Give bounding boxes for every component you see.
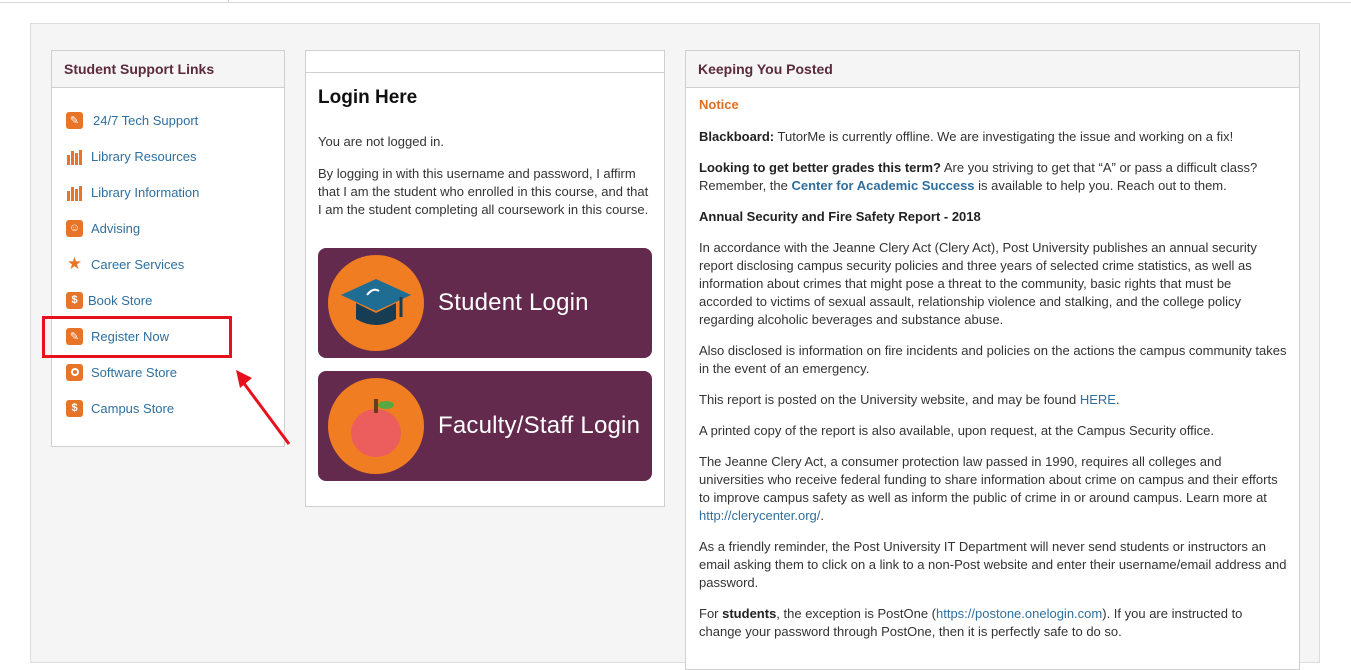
link-library-resources[interactable]: Library Resources [91,148,197,164]
panel-title: Student Support Links [52,51,284,88]
register-icon: ✎ [66,328,83,345]
apple-icon [328,378,424,474]
link-library-information[interactable]: Library Information [91,184,200,200]
login-title: Login Here [318,87,418,108]
annotation-arrow-icon [232,366,294,448]
reminder-paragraph: As a friendly reminder, the Post University IT Department will never send students or instructors an email asking them to click on a link to a non-Post website and enter their username/email address and password. [699,539,1287,590]
link-career-services[interactable]: Career Services [91,256,185,272]
act-paragraph: The Jeanne Clery Act, a consumer protection law passed in 1990, requires all colleges and universities who receive federal funding to share information about crime on campus and their efforts to improve campus safety as well as inform the public of crime in or around campus. Learn more at http://clerycenter.org/. [699,454,1278,523]
link-software-store[interactable]: Software Store [91,364,177,380]
report-heading: Annual Security and Fire Safety Report - 2018 [699,209,981,224]
link-campus-store[interactable]: Campus Store [91,400,175,416]
clery-paragraph: In accordance with the Jeanne Clery Act (Clery Act), Post University publishes an annual security report disclosing campus security policies and three years of selected crime statistics, as well as information about crimes that might pose a threat to the community, basic rights that must be accorded to victims of sexual assault, relationship violence and stalking, and the college policy regarding alcoholic beverages and substance abuse. [699,240,1257,327]
library-icon [66,148,83,165]
student-login-label: Student Login [438,289,589,316]
highlight-box [42,316,232,358]
advising-icon: ☺ [66,220,83,237]
grades-notice: Looking to get better grades this term? Are you striving to get that “A” or pass a difficult class? Remember, the Center for Academic Success is available to help you. Reach out to them. [699,160,1258,193]
news-body [686,96,1299,641]
link-item-tech-support[interactable] [66,102,284,138]
disc-icon [66,364,83,381]
link-item-career-services[interactable] [66,246,284,282]
link-item-book-store[interactable] [66,282,284,318]
store-icon: $ [66,292,83,309]
notice-heading: Notice [699,97,739,112]
link-book-store[interactable]: Book Store [88,292,153,308]
tech-support-icon: ✎ [66,112,83,129]
here-link[interactable]: HERE [1079,392,1116,407]
academic-success-link[interactable]: Center for Academic Success [791,178,975,193]
keeping-you-posted-panel [685,50,1300,670]
login-panel-header [306,51,664,73]
link-register-now[interactable]: Register Now [91,328,170,344]
blackboard-notice: Blackboard: TutorMe is currently offline. We are investigating the issue and working on a fix! [699,129,1234,144]
faculty-staff-login-button[interactable] [318,371,652,481]
store-icon: $ [66,400,83,417]
panel-title: Keeping You Posted [686,51,1299,88]
clery-center-link[interactable]: http://clerycenter.org/ [699,508,821,523]
link-item-library-information[interactable] [66,174,284,210]
fire-paragraph: Also disclosed is information on fire incidents and policies on the actions the campus community takes in the event of an emergency. [699,343,1287,376]
posted-paragraph: This report is posted on the University website, and may be found HERE. [699,392,1120,407]
star-icon: ★ [66,254,83,273]
student-login-button[interactable] [318,248,652,358]
link-tech-support[interactable]: 24/7 Tech Support [93,112,199,128]
login-panel [305,50,665,507]
printed-paragraph: A printed copy of the report is also available, upon request, at the Campus Security office. [699,423,1214,438]
login-affirmation: By logging in with this username and password, I affirm that I am the student who enrolled in this course, and that I am the student completing all coursework in this course. [318,166,649,217]
link-item-library-resources[interactable] [66,138,284,174]
graduation-cap-icon [328,255,424,351]
library-icon [66,184,83,201]
link-advising[interactable]: Advising [91,220,141,236]
postone-link[interactable]: https://postone.onelogin.com [936,606,1103,621]
login-status: You are not logged in. [318,134,445,149]
postone-paragraph: For students, the exception is PostOne (https://postone.onelogin.com). If you are instructed to change your password through PostOne, then it is perfectly safe to do so. [699,606,1243,639]
link-item-advising[interactable] [66,210,284,246]
top-bar [0,0,1351,3]
faculty-login-label: Faculty/Staff Login [438,412,641,439]
